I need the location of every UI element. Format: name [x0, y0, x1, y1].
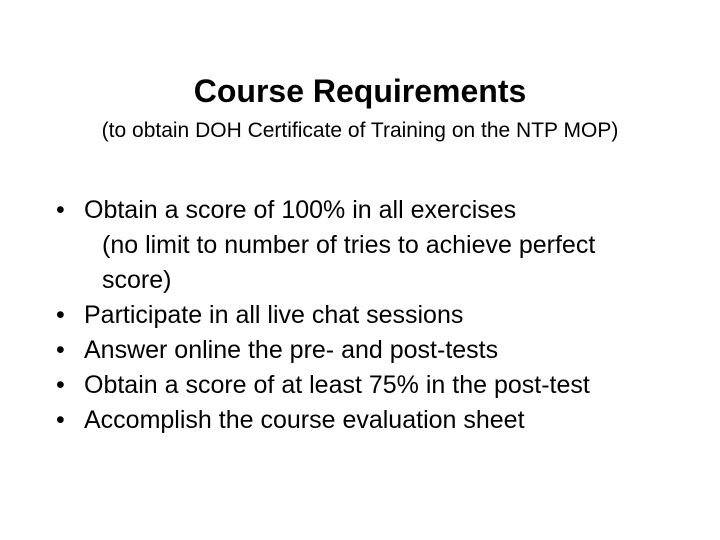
requirement-item	[56, 193, 696, 298]
requirements-list	[56, 193, 696, 438]
bullet-icon: •	[56, 336, 65, 364]
requirement-text: Obtain a score of 100% in all exercises	[84, 196, 517, 224]
requirement-text: Participate in all live chat sessions	[84, 301, 464, 329]
bullet-icon: •	[56, 371, 65, 399]
requirement-item	[56, 403, 696, 438]
bullet-icon: •	[56, 406, 65, 434]
requirement-item	[56, 298, 696, 333]
requirement-item	[56, 368, 696, 403]
slide-title: Course Requirements	[193, 73, 527, 109]
requirement-continuation: (no limit to number of tries to achieve perfect	[102, 231, 596, 259]
requirement-text: Accomplish the course evaluation sheet	[84, 406, 525, 434]
bullet-icon: •	[56, 196, 65, 224]
requirement-text: Answer online the pre- and post-tests	[84, 336, 499, 364]
requirement-continuation: score)	[102, 266, 172, 294]
requirement-item	[56, 333, 696, 368]
bullet-icon: •	[56, 301, 65, 329]
slide-subtitle: (to obtain DOH Certificate of Training on the NTP MOP)	[101, 119, 619, 142]
requirement-text: Obtain a score of at least 75% in the post-test	[84, 371, 590, 399]
